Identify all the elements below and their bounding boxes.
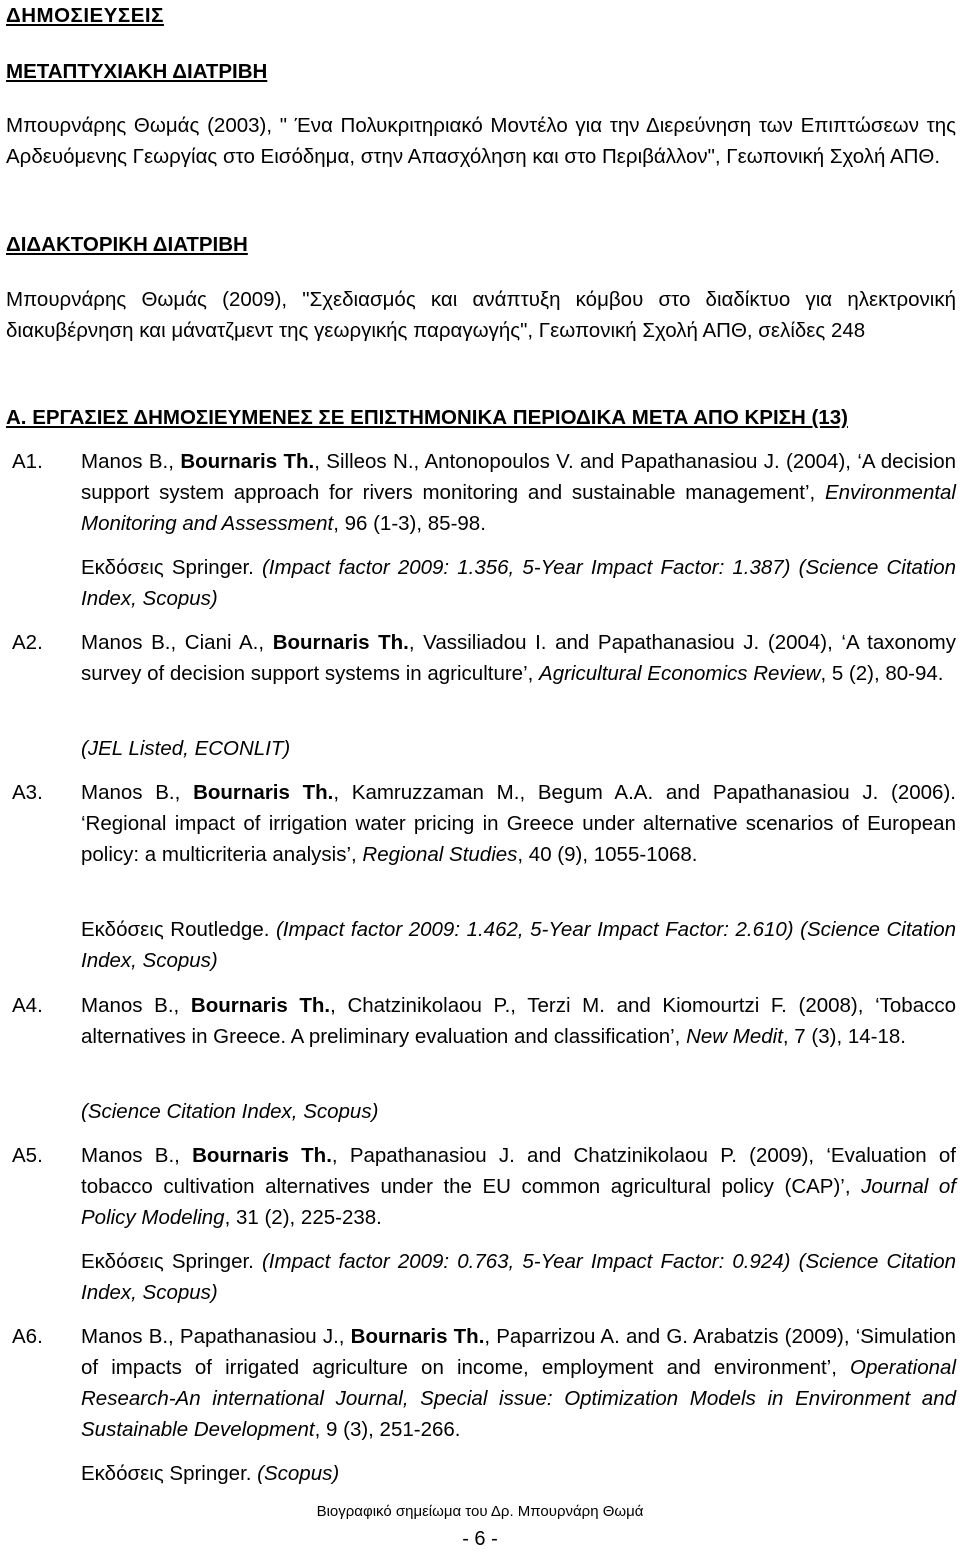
entry-citation [81, 1321, 956, 1445]
entry-citation [81, 627, 956, 689]
entry-author-bold: Bournaris Th. [193, 781, 334, 804]
entry-index: (Impact factor 2009: 1.356, 5-Year Impact Factor: 1.387) (Science Citation Index, Scopus) [81, 556, 956, 610]
phd-text: Μπουρνάρης Θωμάς (2009), "Σχεδιασμός και ανάπτυξη κόμβου στο διαδίκτυο για ηλεκτρονική διακυβέρνηση και μάνατζμεντ της γεωργικής παραγωγής", Γεωπονική Σχολή ΑΠΘ, σελίδες 248 [6, 288, 956, 342]
entry-citation [81, 1140, 956, 1233]
entry-note [81, 733, 956, 764]
entry-tail: , 31 (2), 225-238. [224, 1206, 382, 1229]
entry-publisher: Εκδόσεις Springer. [81, 1462, 258, 1485]
entry-journal: Journal of Policy Modeling [81, 1175, 956, 1229]
entry-citation [81, 990, 956, 1052]
entry-author-bold: Bournaris Th. [190, 994, 331, 1017]
entry-author-bold: Bournaris Th. [350, 1325, 485, 1348]
entry-title: , Vassiliadou I. and Papathanasiou J. (2004), ‘A taxonomy survey of decision support systems in agriculture’, [81, 631, 957, 685]
entry-authors-pre: Manos B., [81, 994, 191, 1017]
entry-label: Α5. [12, 1144, 43, 1167]
entry-index: (JEL Listed, ECONLIT) [81, 737, 291, 760]
entry-tail: , 96 (1-3), 85-98. [333, 512, 486, 535]
entry-citation [81, 777, 956, 870]
entry-note [81, 1246, 956, 1308]
page-title: ΔΗΜΟΣΙΕΥΣΕΙΣ [6, 4, 164, 27]
page-number: - 6 - [462, 1528, 498, 1550]
entry-authors-pre: Manos B., Ciani A., [81, 631, 273, 654]
entry-publisher: Εκδόσεις Springer. [81, 1250, 262, 1273]
entry-title: , Paparrizou A. and G. Arabatzis (2009), ‘Simulation of impacts of irrigated agriculture on income, employment and environment’, [81, 1325, 956, 1379]
entry-tail: , 7 (3), 14-18. [782, 1025, 906, 1048]
phd-heading: ΔΙΔΑΚΤΟΡΙΚΗ ΔΙΑΤΡΙΒΗ [6, 233, 248, 256]
entry-journal: Operational Research-An international Journal, Special issue: Optimization Models in Environment and Sustainable Development [81, 1356, 956, 1441]
entry-label: Α2. [12, 631, 43, 654]
entry-authors-pre: Manos B., [81, 450, 181, 473]
entry-authors-pre: Manos B., Papathanasiou J., [81, 1325, 351, 1348]
entry-authors-pre: Manos B., [81, 781, 194, 804]
entry-publisher: Εκδόσεις Routledge. [81, 918, 276, 941]
entry-note [81, 552, 956, 614]
section-a-heading: Α. ΕΡΓΑΣΙΕΣ ΔΗΜΟΣΙΕΥΜΕΝΕΣ ΣΕ ΕΠΙΣΤΗΜΟΝΙΚΑ ΠΕΡΙΟΔΙΚΑ ΜΕΤΑ ΑΠΟ ΚΡΙΣΗ (13) [6, 406, 848, 429]
footer-caption: Βιογραφικό σημείωμα του Δρ. Μπουρνάρη Θωμά [316, 1503, 644, 1520]
entry-label: Α1. [12, 450, 43, 473]
entry-index: (Scopus) [257, 1462, 340, 1485]
masters-text: Μπουρνάρης Θωμάς (2003), " Ένα Πολυκριτηριακό Μοντέλο για την Διερεύνηση των Επιπτώσεων της Αρδευόμενης Γεωργίας στο Εισόδημα, στην Απασχόληση και στο Περιβάλλον", Γεωπονική Σχολή ΑΠΘ. [6, 114, 956, 168]
entry-citation [81, 446, 956, 539]
entry-title: , Silleos N., Antonopoulos V. and Papathanasiou J. (2004), ‘A decision support system approach for rivers monitoring and sustainable management’, [81, 450, 956, 504]
entry-tail: , 5 (2), 80-94. [820, 662, 944, 685]
entry-journal: Regional Studies [362, 843, 518, 866]
entry-index: (Science Citation Index, Scopus) [81, 1100, 379, 1123]
entry-journal: Environmental Monitoring and Assessment [81, 481, 956, 535]
entry-author-bold: Bournaris Th. [272, 631, 409, 654]
entry-tail: , 9 (3), 251-266. [314, 1418, 461, 1441]
entry-label: Α4. [12, 994, 43, 1017]
entry-index: (Impact factor 2009: 1.462, 5-Year Impact Factor: 2.610) (Science Citation Index, Scopus) [81, 918, 956, 972]
entry-index: (Impact factor 2009: 0.763, 5-Year Impact Factor: 0.924) (Science Citation Index, Scopus) [81, 1250, 956, 1304]
masters-heading: ΜΕΤΑΠΤΥΧΙΑΚΗ ΔΙΑΤΡΙΒΗ [6, 60, 268, 83]
entry-journal: New Medit [686, 1025, 783, 1048]
entry-title: , Chatzinikolaou P., Terzi M. and Kiomourtzi F. (2008), ‘Tobacco alternatives in Greece. A preliminary evaluation and classification’, [81, 994, 956, 1048]
entry-tail: , 40 (9), 1055-1068. [517, 843, 698, 866]
entry-title: , Papathanasiou J. and Chatzinikolaou P. (2009), ‘Evaluation of tobacco cultivation alternatives under the EU common agricultural policy (CAP)’, [81, 1144, 956, 1198]
entry-note [81, 1458, 956, 1489]
entry-journal: Agricultural Economics Review [539, 662, 821, 685]
entry-title: , Kamruzzaman M., Begum A.A. and Papathanasiou J. (2006). ‘Regional impact of irrigation water pricing in Greece under alternative scenarios of European policy: a multicriteria analysis’, [81, 781, 956, 866]
entry-publisher: Εκδόσεις Springer. [81, 556, 262, 579]
entry-author-bold: Bournaris Th. [180, 450, 315, 473]
entry-note [81, 1096, 956, 1127]
entry-label: Α3. [12, 781, 43, 804]
entry-label: Α6. [12, 1325, 43, 1348]
entry-authors-pre: Manos B., [81, 1144, 193, 1167]
entry-note [81, 914, 956, 976]
entry-author-bold: Bournaris Th. [192, 1144, 332, 1167]
